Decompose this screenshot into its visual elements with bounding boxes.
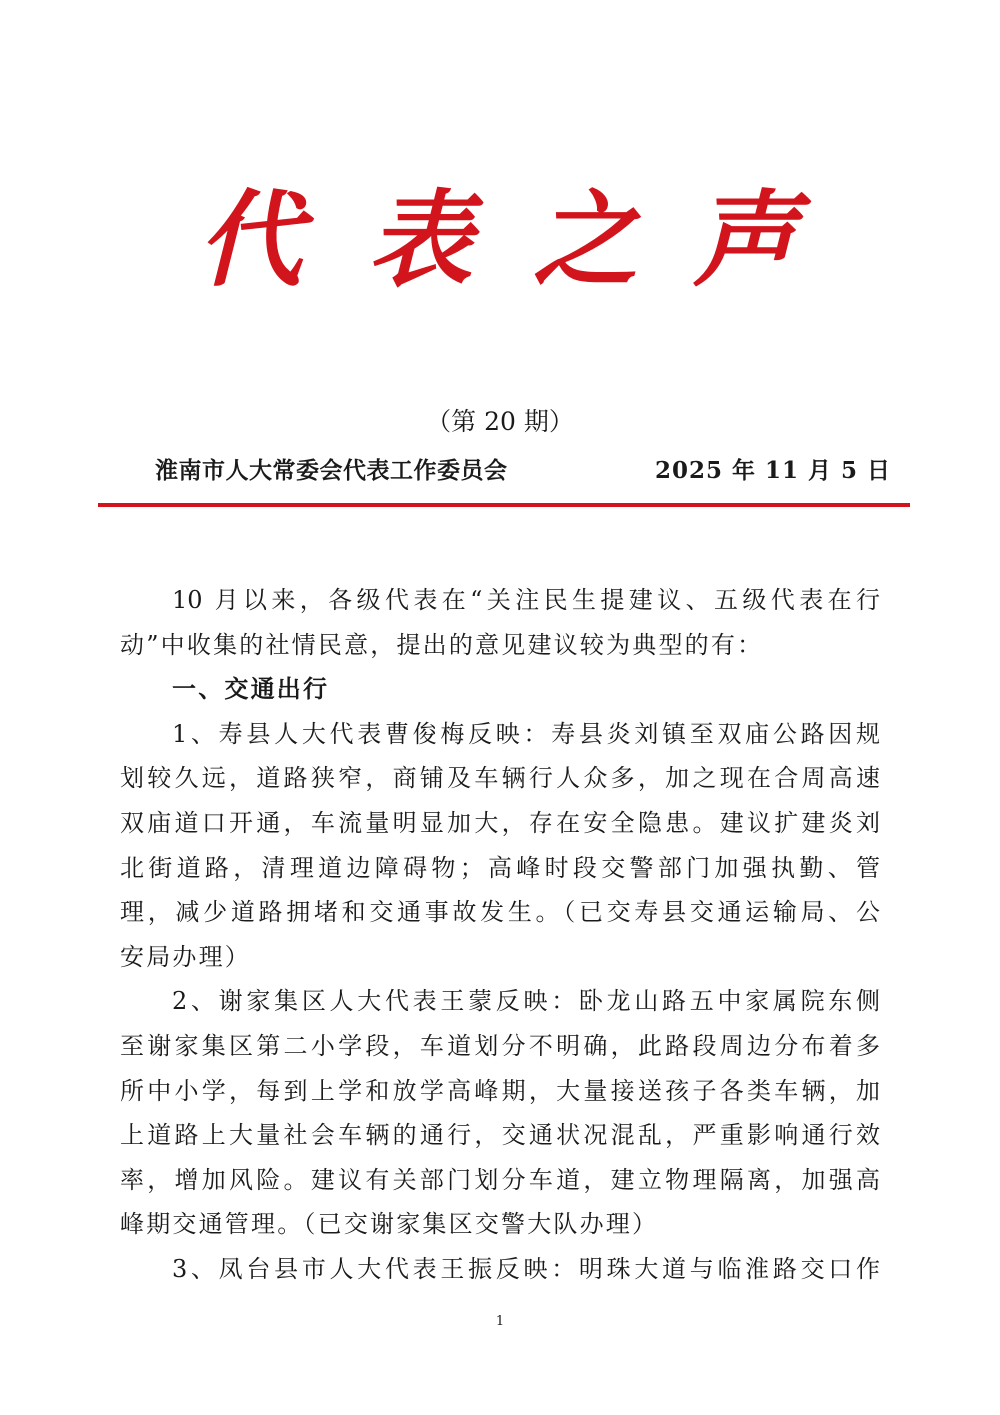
document-body: [120, 578, 880, 1292]
masthead-title: [0, 170, 1000, 310]
organization: 淮南市人大常委会代表工作委员会: [155, 457, 508, 484]
paragraph: [120, 578, 880, 667]
text-line: 1、寿县人大代表曹俊梅反映：寿县炎刘镇至双庙公路因规: [172, 719, 880, 748]
page-number: 1: [495, 1314, 505, 1329]
section-heading: [120, 667, 880, 712]
text-line: 上道路上大量社会车辆的通行，交通状况混乱，严重影响通行效: [120, 1121, 880, 1150]
paragraph: [120, 712, 880, 980]
text-line: 2、谢家集区人大代表王蒙反映：卧龙山路五中家属院东侧: [172, 987, 880, 1016]
masthead-char: 声: [692, 178, 797, 301]
text-line: 率，增加风险。建议有关部门划分车道，建立物理隔离，加强高: [120, 1165, 880, 1194]
paragraph: [120, 1247, 880, 1292]
text-line: 划较久远，道路狭窄，商铺及车辆行人众多，加之现在合周高速: [120, 764, 880, 793]
text-line: 所中小学，每到上学和放学高峰期，大量接送孩子各类车辆，加: [120, 1076, 880, 1105]
text-line: 至谢家集区第二小学段，车道划分不明确，此路段周边分布着多: [120, 1031, 880, 1060]
issue-number: （第 20 期）: [426, 407, 574, 436]
paragraph: [120, 979, 880, 1247]
text-line: 双庙道口开通，车流量明显加大，存在安全隐患。建议扩建炎刘: [120, 808, 880, 837]
text-line: 北街道路，清理道边障碍物；高峰时段交警部门加强执勤、管: [120, 853, 880, 882]
text-line: 10 月以来，各级代表在“关注民生提建议、五级代表在行: [172, 586, 880, 614]
masthead-char: 代: [197, 178, 302, 301]
masthead-char: 之: [532, 178, 637, 301]
text-line: 峰期交通管理。（已交谢家集区交警大队办理）: [120, 1210, 659, 1239]
text-line: 动”中收集的社情民意，提出的意见建议较为典型的有：: [120, 630, 764, 659]
text-line: 安局办理）: [120, 942, 251, 971]
text-line: 3、凤台县市人大代表王振反映：明珠大道与临淮路交口作: [172, 1254, 880, 1283]
text-line: 理，减少道路拥堵和交通事故发生。（已交寿县交通运输局、公: [120, 898, 880, 927]
issue-date: 2025 年 11 月 5 日: [655, 457, 892, 484]
text-line: 一、交通出行: [172, 675, 330, 704]
red-divider: [98, 503, 910, 507]
masthead-char: 表: [367, 178, 472, 301]
